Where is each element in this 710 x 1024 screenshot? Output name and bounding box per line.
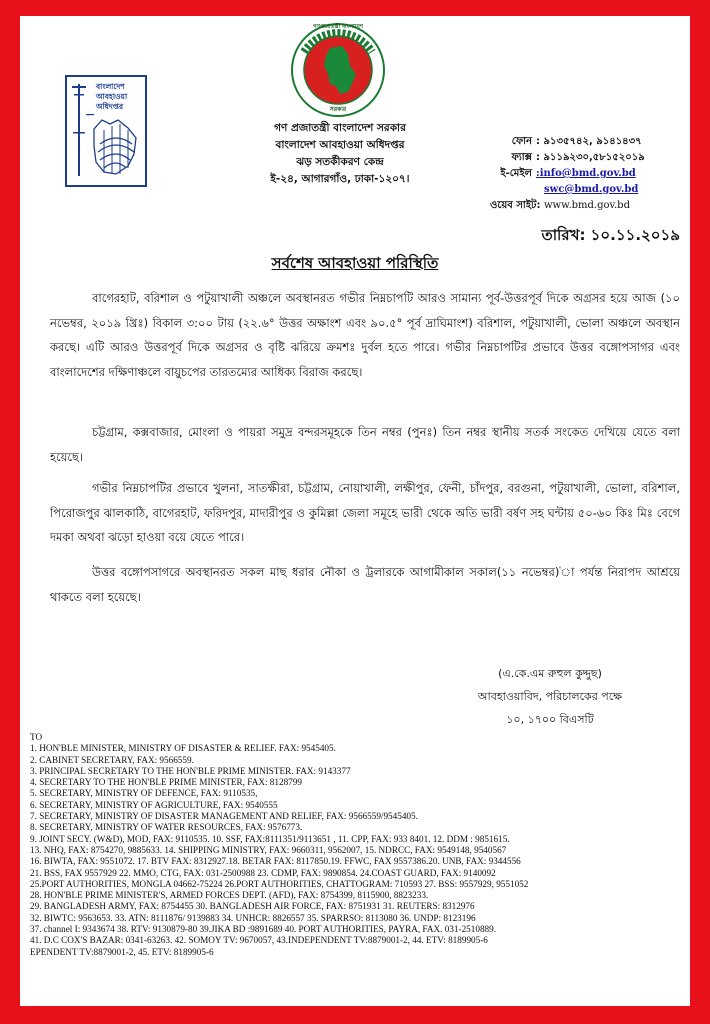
logo-text-line-1: বাংলাদেশ <box>96 82 125 91</box>
distribution-line: 7. SECRETARY, MINISTRY OF DISASTER MANAGEMENT AND RELIEF, FAX: 9566559/9545405. <box>30 811 418 822</box>
distribution-line: 8. SECRETARY, MINISTRY OF WATER RESOURCES, FAX: 9576773. <box>30 822 303 833</box>
signatory-designation: আবহাওয়াবিদ, পরিচালকের পক্ষে <box>477 690 623 703</box>
paragraph-4: উত্তর বঙ্গোপসাগরে অবস্থানরত সকল মাছ ধরার নৌকা ও ট্রলারকে আগামীকাল সকাল(১১ নভেম্বর)'া পর্যন্ত নিরাপদ আশ্রয়ে থাকতে বলা হয়েছে। <box>50 565 680 604</box>
logo-text-line-3: অধিদপ্তর <box>96 102 124 111</box>
gov-name: গণ প্রজাতন্ত্রী বাংলাদেশ সরকার <box>274 122 406 134</box>
signature-block <box>450 662 650 731</box>
page-title: সর্বশেষ আবহাওয়া পরিস্থিতি <box>271 254 439 272</box>
distribution-line: 25.PORT AUTHORITIES, MONGLA 04662-75224 26.PORT AUTHORITIES, CHATTOGRAM: 710593 27. BSS: 9557929, 9551052 <box>30 878 529 889</box>
web-label: ওয়েব সাইট: <box>490 200 541 211</box>
seal-top-text: গণপ্রজাতন্ত্রী বাংলাদেশ <box>312 24 364 30</box>
logo-text-line-2: আবহাওয়া <box>96 92 128 101</box>
distribution-line: EPENDENT TV:8879001-2, 45. ETV: 8189905-6 <box>30 946 214 957</box>
distribution-line: 41. D.C COX'S BAZAR: 0341-63263. 42. SOMOY TV: 9670057, 43.INDEPENDENT TV:8879001-2, 44. ETV: 8189905-6 <box>30 935 488 946</box>
distribution-list <box>30 732 686 958</box>
phone-label: ফোন <box>511 136 532 147</box>
distribution-line: TO <box>30 732 43 742</box>
paragraph-1: বাগেরহাট, বরিশাল ও পটুয়াখালী অঞ্চলে অবস্থানরত গভীর নিম্নচাপটি আরও সামান্য পূর্ব-উত্তরপূর্ব দিকে অগ্রসর হয়ে আজ (১০ নভেম্বর, ২০১৯ খ্রিঃ) বিকাল ৩:০০ টায় (২২.৬° উত্তর অক্ষাংশ এবং ৯০.৫° পূর্ব দ্রাঘিমাংশ) বরিশাল, পটুয়াখালী, ভোলা অঞ্চলে অবস্থান করছে। এটি আরও উত্তরপূর্ব দিকে অগ্রসর ও বৃষ্টি ঝরিয়ে ক্রমশঃ দুর্বল হতে পারে। গভীর নিম্নচাপটির প্রভাবে উত্তর বঙ্গোপসাগর এবং বাংলাদেশের দক্ষিণাঞ্চলে বায়ুচপের তারতম্যের আধিক্য বিরাজ করছে। <box>50 291 680 379</box>
paragraph-2: চট্টগ্রাম, কক্সবাজার, মোংলা ও পায়রা সমুদ্র বন্দরসমূহকে তিন নম্বর (পুনঃ) তিন নম্বর স্থানীয় সতর্ক সংকেত দেখিয়ে যেতে বলা হয়েছে। <box>50 425 680 464</box>
distribution-line: 4. SECRETARY TO THE HON'BLE PRIME MINISTER, FAX: 8128799 <box>30 777 302 788</box>
distribution-line: 21. BSS, FAX 9557929 22. MMO, CTG, FAX: 031-2500988 23. CDMP, FAX: 9890854. 24.COAST GUARD, FAX: 9140092 <box>30 867 496 878</box>
government-seal <box>290 22 386 118</box>
seal-bottom-text: সরকার <box>329 106 347 113</box>
distribution-line: 28. HON'BLE PRIME MINISTER'S, ARMED FORCES DEPT. (AFD), FAX: 8754399, 8115900, 8823233. <box>30 890 429 901</box>
department-name: বাংলাদেশ আবহাওয়া অধিদপ্তর <box>275 139 405 151</box>
distribution-line: 1. HON'BLE MINISTER, MINISTRY OF DISASTER & RELIEF. FAX: 9545405. <box>30 743 336 754</box>
document-page <box>20 16 690 1006</box>
web-value[interactable]: www.bmd.gov.bd <box>543 200 630 211</box>
distribution-line: 3. PRINCIPAL SECRETARY TO THE HON'BLE PRIME MINISTER. FAX: 9143377 <box>30 765 351 776</box>
email-line-2 <box>490 182 690 198</box>
distribution-line: 16. BIWTA, FAX: 9551072. 17. BTV FAX: 8312927.18. BETAR FAX: 8117850.19. FFWC, FAX 9557386.20. UNB, FAX: 9344556 <box>30 856 521 867</box>
distribution-line: 2. CABINET SECRETARY, FAX: 9566559. <box>30 754 194 765</box>
email-label: ই-মেইল <box>500 168 532 179</box>
fax-value: : ৯১১৯২৩০,৫৮১৫২০১৯ <box>536 152 645 163</box>
issue-time: ১০, ১৭০০ বিএসটি <box>506 713 594 726</box>
distribution-line: 9. JOINT SECY. (W&D), MOD, FAX: 9110535. 10. SSF, FAX:8111351/9113651 , 11. CPP, FAX: 933 8401. 12. DDM : 9851615. <box>30 833 510 844</box>
fax-line <box>490 150 690 166</box>
bmd-logo <box>64 74 148 188</box>
center-name: ঝড় সতর্কীকরণ কেন্দ্র <box>296 156 384 168</box>
distribution-line: 6. SECRETARY, MINISTRY OF AGRICULTURE, FAX: 9540555 <box>30 799 278 810</box>
distribution-line: 13. NHQ, FAX: 8754270, 9885633. 14. SHIPPING MINISTRY, FAX: 9660311, 9562007, 15. NDRCC, FAX: 9549148, 9540567 <box>30 844 507 855</box>
contact-block <box>490 134 690 214</box>
signatory-name: (এ.কে.এম রুহুল কুদ্দুছ) <box>498 667 602 680</box>
distribution-line: 32. BIWTC: 9563653. 33. ATN: 8111876/ 9139883 34. UNHCR: 8826557 35. SPARRSO: 8113080 36. UNDP: 8123196 <box>30 912 476 923</box>
header-center-block <box>190 120 490 188</box>
distribution-line: 5. SECRETARY, MINISTRY OF DEFENCE, FAX: 9110535, <box>30 788 258 799</box>
date-line: তারিখ: ১০.১১.২০১৯ <box>541 226 680 244</box>
distribution-line: 37. channel I: 9343674 38. RTV: 9130879-80 39.JIKA BD :9891689 40. PORT AUTHORITIES, PAYRA, FAX. 031-2510889. <box>30 924 497 935</box>
email-link-2[interactable]: swc@bmd.gov.bd <box>544 184 639 195</box>
email-link-1[interactable]: :info@bmd.gov.bd <box>536 168 636 179</box>
address: ই-২৪, আগারগাঁও, ঢাকা-১২০৭। <box>270 173 410 185</box>
email-line <box>490 166 690 182</box>
phone-line <box>490 134 690 150</box>
phone-value: : ৯১৩৫৭৪২, ৯১৪১৪৩৭ <box>536 136 642 147</box>
distribution-line: 29. BANGLADESH ARMY, FAX: 8754455 30. BANGLADESH AIR FORCE, FAX: 8751931 31. REUTERS: 8312976 <box>30 901 475 912</box>
fax-label: ফ্যাক্স <box>511 152 532 163</box>
web-line <box>490 198 690 214</box>
paragraph-3: গভীর নিম্নচাপটির প্রভাবে খুলনা, সাতক্ষীরা, চট্টগ্রাম, নোয়াখালী, লক্ষীপুর, ফেনী, চাঁদপুর, বরগুনা, পটুয়াখালী, ভোলা, বরিশাল, পিরোজপুর ঝালকাঠি, বাগেরহাট, ফরিদপুর, মাদারীপুর ও কুমিল্লা জেলা সমূহে ভারী থেকে অতি ভারী বর্ষণ সহ ঘন্টায় ৫০-৬০ কিঃ মিঃ বেগে দমকা অথবা ঝড়ো হাওয়া বয়ে যেতে পারে। <box>50 481 680 544</box>
